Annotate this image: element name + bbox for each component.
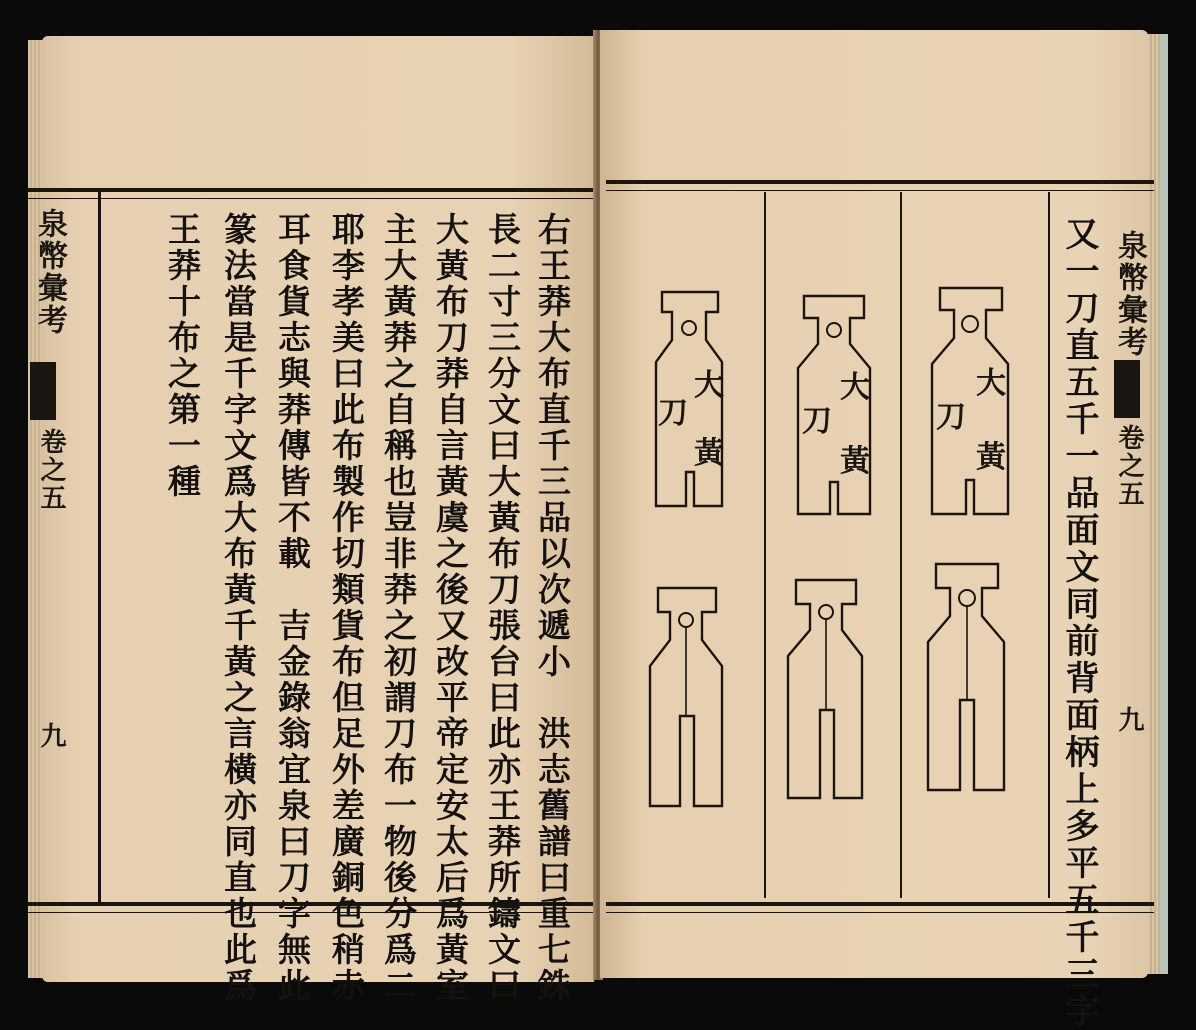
text-column-2: 長二寸三分文曰大黃布刀張台曰此亦王莽所鑄文曰 [483, 212, 522, 1004]
text-column-6: 耳食貨志與莽傳皆不載 吉金錄翁宜泉曰刀字無此 [273, 212, 312, 1004]
fish-tail-mark [30, 362, 56, 420]
coin-glyph: 刀 [802, 404, 832, 439]
text-column-5: 耶李孝美曰此布製作切類貨布但足外差廣銅色稍赤 [327, 212, 366, 1004]
text-column-3: 大黃布刀莽自言黃虞之後又改平帝定安太后爲黃室 [431, 212, 470, 1004]
margin-book-title: 泉幣彙考 [32, 208, 67, 336]
margin-rule [98, 192, 101, 904]
coin-1-obverse [646, 288, 736, 508]
column-divider-2 [900, 192, 902, 898]
caption-column: 又一刀直五千一品面文同前背面柄上多平五千三字 [1059, 216, 1099, 1030]
margin-book-title-right: 泉幣彙考 [1112, 230, 1147, 358]
coin-3-reverse [916, 560, 1020, 792]
coin-1-reverse [640, 584, 736, 808]
coin-2-obverse [786, 292, 886, 516]
right-page [600, 30, 1148, 1030]
coin-glyph: 大 [840, 370, 870, 405]
top-rule [28, 188, 594, 192]
column-divider-3 [1048, 192, 1050, 898]
right-edge-strip [1160, 34, 1168, 974]
coin-2-reverse [778, 576, 878, 800]
coin-glyph: 大 [694, 368, 724, 403]
text-column-4: 主大黃莽之自稱也豈非莽之初謂刀布一物後分爲二 [379, 212, 418, 1004]
column-divider-1 [764, 192, 766, 898]
top-rule [606, 180, 1154, 184]
fish-tail-mark-right [1114, 360, 1140, 418]
margin-volume: 卷之五 [36, 428, 66, 512]
text-column-1: 右王莽大布直千三品以次遞小 洪志舊譜曰重七銖 [533, 212, 572, 1004]
margin-folio-right: 九 [1114, 706, 1144, 734]
coin-glyph: 大 [976, 366, 1006, 401]
coin-glyph: 黃 [976, 440, 1006, 475]
coin-glyph: 刀 [658, 396, 688, 431]
coin-3-obverse [920, 284, 1024, 516]
margin-folio: 九 [36, 722, 66, 750]
text-column-7: 篆法當是千字文爲大布黃千黃之言橫亦同直也此爲 [219, 212, 258, 1004]
top-rule-thin [606, 190, 1154, 191]
margin-volume-right: 卷之五 [1114, 424, 1144, 508]
coin-glyph: 刀 [936, 400, 966, 435]
top-rule-thin [28, 198, 594, 199]
text-column-8: 王莽十布之第一種 [163, 212, 202, 500]
left-page [32, 36, 594, 1004]
coin-glyph: 黃 [840, 444, 870, 479]
coin-glyph: 黃 [694, 436, 724, 471]
